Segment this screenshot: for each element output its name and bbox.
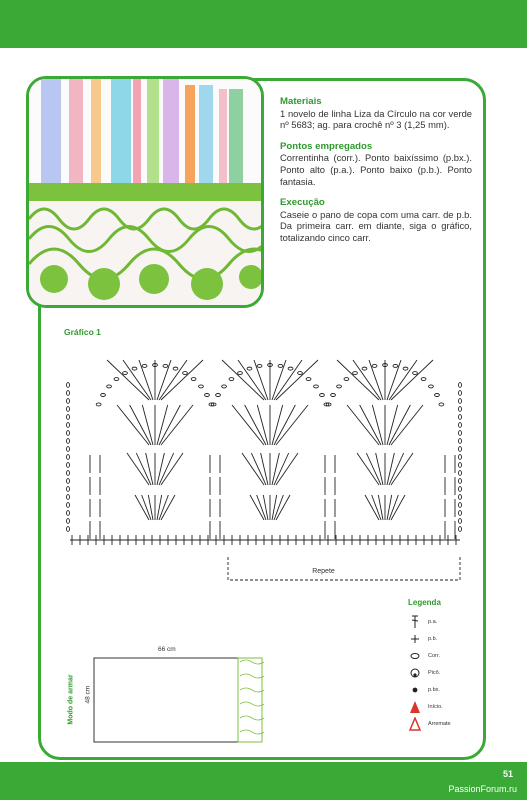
legend-label: p.a. <box>428 619 438 625</box>
execution-body: Caseie o pano de copa com uma carr. de p.b. Da primeira carr. em diante, siga o gráfico, totalizando cinco carr. <box>280 208 472 243</box>
crochet-photo <box>26 76 264 308</box>
finish-icon <box>408 717 422 731</box>
legend-label: p.bx. <box>428 687 440 693</box>
materials-title: Materiais <box>280 96 322 107</box>
assembly-width: 66 cm <box>158 646 176 653</box>
page-number: 51 <box>502 769 513 779</box>
repeat-label <box>0 568 527 575</box>
bottom-footer-bar <box>0 762 527 800</box>
materials-body: 1 novelo de linha Liza da Círculo na cor verde nº 5683; ag. para crochê nº 3 (1,25 mm). <box>280 107 472 131</box>
assembly-label <box>60 668 78 738</box>
legend-title: Legenda <box>408 598 441 607</box>
start-icon <box>408 700 422 714</box>
legend-label: Picô. <box>428 670 441 676</box>
top-header-bar <box>0 0 527 48</box>
repeat-label-text: Repete <box>312 568 335 575</box>
chain-icon <box>408 649 422 663</box>
assembly-label-text: Modo de armar <box>67 674 75 725</box>
legend-label: Arremate <box>428 721 451 727</box>
slip-stitch-icon <box>408 683 422 697</box>
double-crochet-icon <box>408 615 422 629</box>
stitches-body: Correntinha (corr.). Ponto baixíssimo (p.bx.). Ponto alto (p.a.). Ponto baixo (p.b.). Ponto fantasia. <box>280 152 472 187</box>
legend-label: Início. <box>428 704 443 710</box>
assembly-diagram <box>92 656 268 744</box>
picot-icon <box>408 666 422 680</box>
instructions-column <box>280 96 472 254</box>
crochet-chart-diagram <box>60 335 470 585</box>
single-crochet-icon <box>408 632 422 646</box>
site-name: PassionForum.ru <box>448 784 517 794</box>
stitches-title: Pontos empregados <box>280 140 373 152</box>
assembly-height: 48 cm <box>84 685 92 704</box>
legend-label: p.b. <box>428 636 438 642</box>
legend-label: Corr. <box>428 653 440 659</box>
chart-title: Gráfico 1 <box>64 327 101 337</box>
execution-title: Execução <box>280 197 325 209</box>
